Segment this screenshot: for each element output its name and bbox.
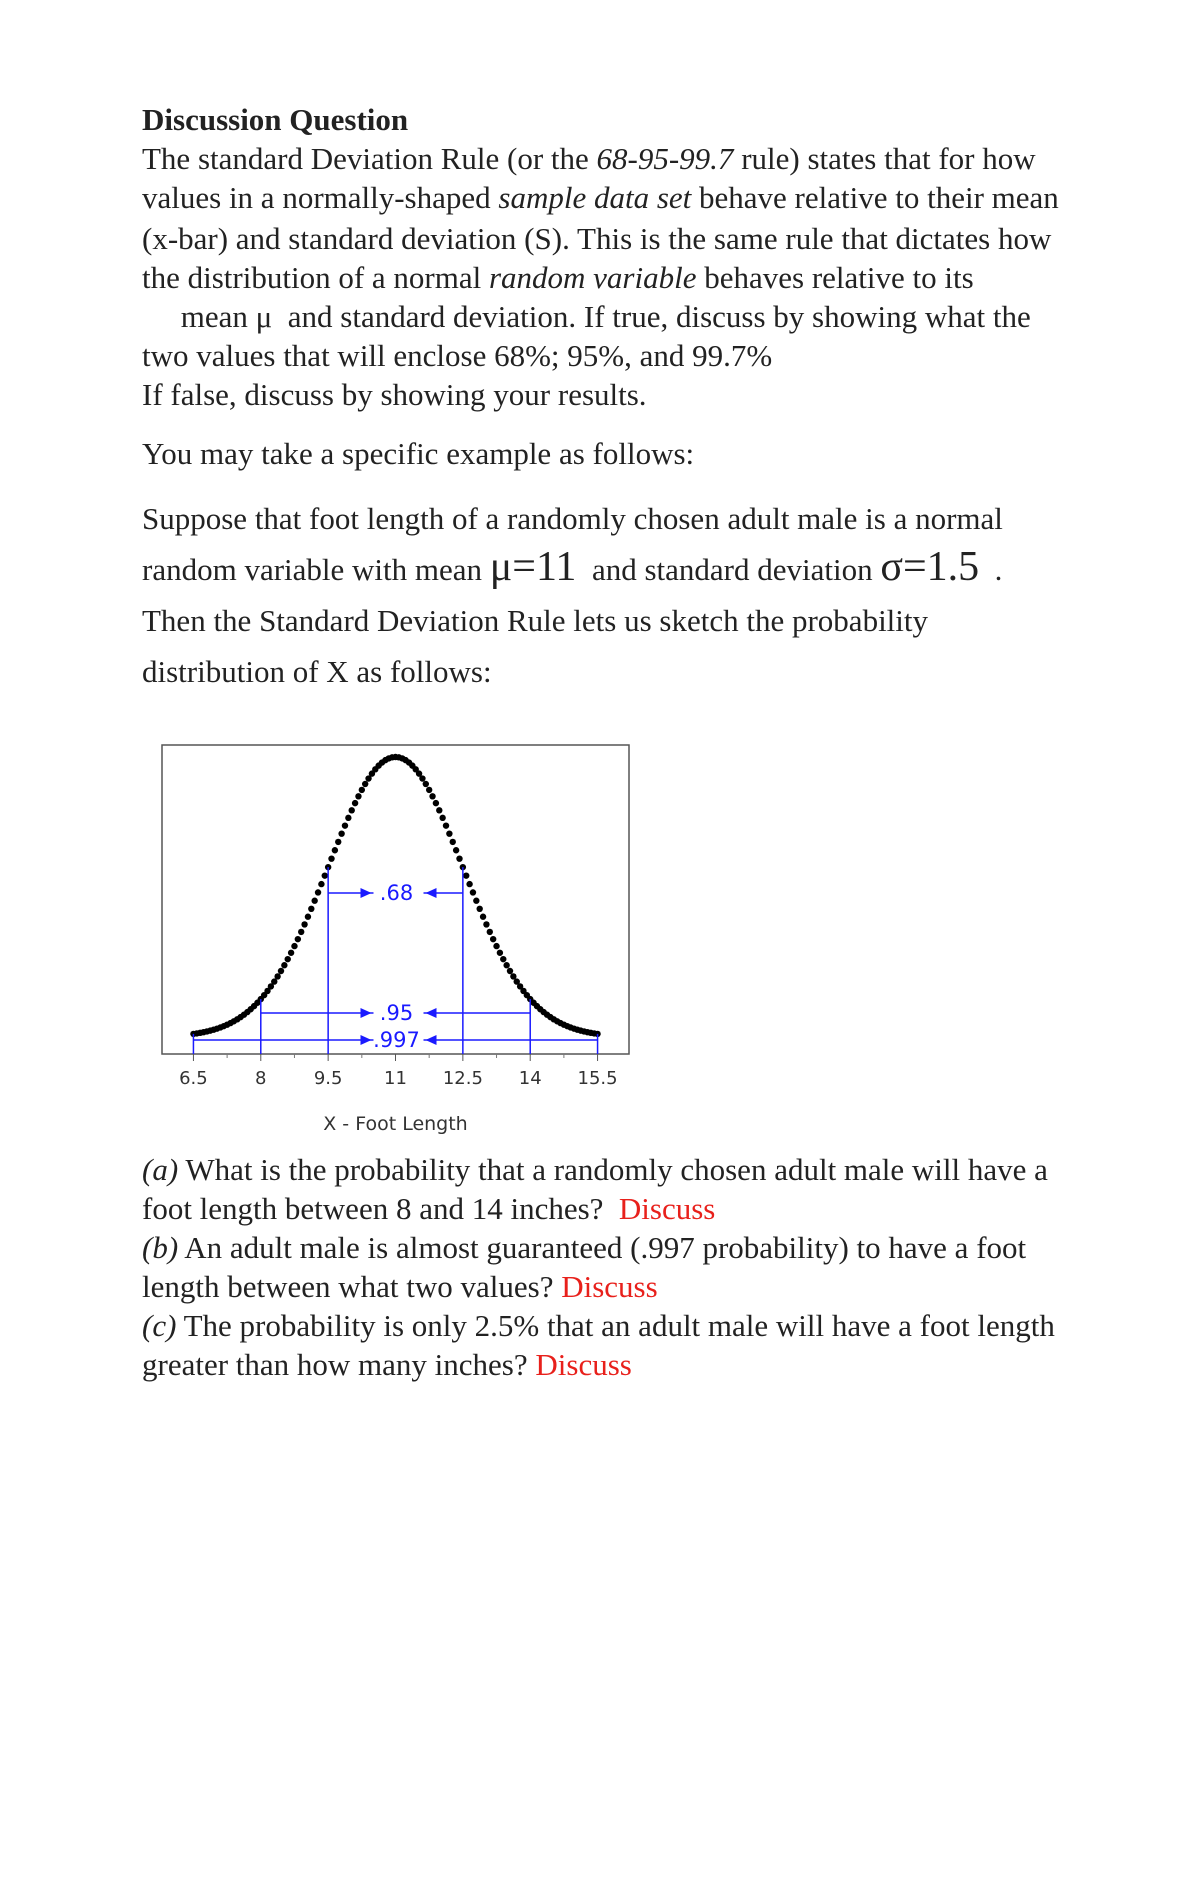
- curve-point: [355, 793, 361, 799]
- curve-point: [463, 872, 469, 878]
- sigma-value: σ=1.5: [880, 544, 980, 590]
- curve-point: [278, 968, 284, 974]
- questions-block: [142, 1150, 1072, 1384]
- x-tick-label: 12.5: [442, 1068, 483, 1089]
- curve-point: [470, 889, 476, 895]
- curve-point: [318, 881, 324, 887]
- curve-point: [480, 914, 486, 920]
- curve-point: [497, 950, 503, 956]
- arrowhead: [426, 1008, 437, 1018]
- document-body: [142, 100, 1072, 697]
- curve-point: [291, 943, 297, 949]
- arrowhead: [361, 888, 372, 898]
- curve-point: [288, 950, 294, 956]
- discussion-heading: Discussion Question: [142, 102, 409, 137]
- interval-label: .68: [379, 881, 414, 905]
- curve-point: [433, 800, 439, 806]
- curve-point: [295, 936, 301, 942]
- curve-point: [456, 855, 462, 861]
- curve-point: [450, 839, 456, 845]
- curve-point: [332, 847, 338, 853]
- curve-point: [419, 775, 425, 781]
- x-axis-label: X - Foot Length: [323, 1113, 468, 1135]
- curve-point: [487, 929, 493, 935]
- rule-paragraph: The standard Deviation Rule (or the 68-95-99.7 rule) states that for how values in a normally-shaped sample data set behave relative to their mean: [142, 141, 1059, 215]
- curve-point: [311, 898, 317, 904]
- discuss-link-c[interactable]: Discuss: [535, 1347, 632, 1382]
- example-intro: You may take a specific example as follows:: [142, 436, 695, 471]
- curve-point: [298, 929, 304, 935]
- curve-point: [301, 921, 307, 927]
- curve-point: [315, 889, 321, 895]
- curve-point: [352, 800, 358, 806]
- curve-point: [500, 956, 506, 962]
- curve-point: [322, 872, 328, 878]
- curve-point: [362, 781, 368, 787]
- question-c: (c) The probability is only 2.5% that an adult male will have a foot length greater than how many inches? Discuss: [142, 1308, 1055, 1382]
- x-tick-label: 6.5: [179, 1068, 208, 1089]
- x-tick-label: 11: [384, 1068, 407, 1089]
- curve-point: [490, 936, 496, 942]
- x-tick-label: 8: [255, 1068, 267, 1089]
- false-instruction: If false, discuss by showing your results.: [142, 377, 647, 412]
- discuss-link-a[interactable]: Discuss: [618, 1191, 716, 1226]
- curve-point: [285, 956, 291, 962]
- arrowhead: [361, 1008, 372, 1018]
- arrowhead: [426, 888, 437, 898]
- curve-point: [439, 815, 445, 821]
- curve-point: [429, 793, 435, 799]
- curve-point: [359, 787, 365, 793]
- random-variable-paragraph: (x-bar) and standard deviation (S). This is the same rule that dictates how the distribution of a normal random variable behaves relative to its mean μ and standard deviation. If true, discuss by showing what the two values that will enclose 68%; 95%, and 99.7%: [142, 221, 1052, 373]
- curve-point: [345, 815, 351, 821]
- mu-value: μ=11: [489, 544, 577, 590]
- curve-point: [483, 921, 489, 927]
- curve-point: [436, 807, 442, 813]
- x-tick-label: 9.5: [313, 1068, 343, 1089]
- arrowhead: [426, 1035, 437, 1045]
- arrowhead: [361, 1035, 372, 1045]
- discuss-link-b[interactable]: Discuss: [561, 1269, 658, 1304]
- interval-label: .997: [373, 1028, 420, 1052]
- normal-distribution-chart: [142, 735, 662, 1135]
- curve-point: [426, 787, 432, 793]
- curve-point: [328, 855, 334, 861]
- curve-point: [281, 962, 287, 968]
- curve-point: [308, 906, 314, 912]
- curve-point: [349, 807, 355, 813]
- curve-point: [446, 830, 452, 836]
- question-b: (b) An adult male is almost guaranteed (.997 probability) to have a foot length between what two values? Discuss: [142, 1230, 1027, 1304]
- curve-point: [305, 914, 311, 920]
- curve-point: [338, 830, 344, 836]
- question-a: (a) What is the probability that a randomly chosen adult male will have a foot length between 8 and 14 inches? Discuss: [142, 1152, 1048, 1226]
- x-tick-label: 14: [518, 1068, 542, 1089]
- curve-point: [274, 973, 280, 979]
- curve-point: [507, 968, 513, 974]
- curve-point: [423, 781, 429, 787]
- curve-point: [466, 881, 472, 887]
- example-paragraph: Suppose that foot length of a randomly chosen adult male is a normal random variable with mean μ=11 and standard deviation σ=1.5 . Then the Standard Deviation Rule lets us sketch the probability distribution of X as follows:: [142, 501, 1003, 689]
- curve-point: [503, 962, 509, 968]
- curve-point: [493, 943, 499, 949]
- curve-point: [476, 906, 482, 912]
- curve-point: [453, 847, 459, 853]
- curve-point: [473, 898, 479, 904]
- curve-point: [342, 822, 348, 828]
- interval-label: .95: [379, 1001, 414, 1025]
- curve-point: [335, 839, 341, 845]
- curve-point: [443, 822, 449, 828]
- x-tick-label: 15.5: [577, 1068, 618, 1089]
